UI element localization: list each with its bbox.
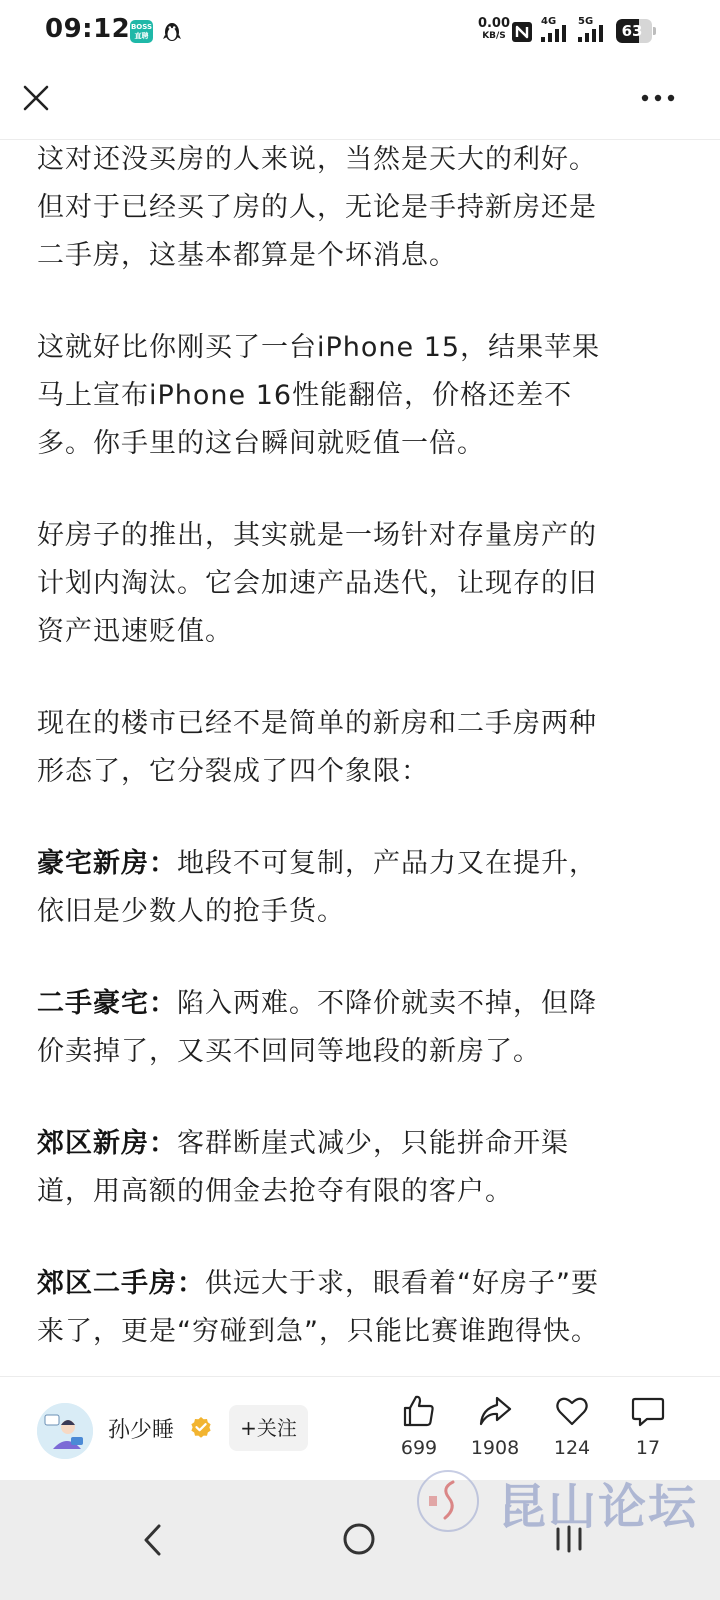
favorite-button[interactable]: [532, 1393, 612, 1459]
follow-button[interactable]: +关注: [229, 1405, 308, 1451]
paragraph-line: 陷入两难。不降价就卖不掉，但降: [177, 988, 597, 1019]
qq-icon: [162, 20, 182, 44]
nfc-icon: [511, 21, 533, 43]
thumbs-up-icon: [401, 1393, 437, 1429]
article-paragraph: [37, 700, 673, 796]
paragraph-heading: 郊区新房：: [37, 1128, 177, 1159]
back-icon[interactable]: [140, 1522, 164, 1558]
share-button[interactable]: [455, 1393, 535, 1459]
paragraph-line: 供远大于求，眼看着“好房子”要: [205, 1268, 599, 1299]
share-count: 1908: [470, 1437, 520, 1459]
avatar[interactable]: [37, 1403, 93, 1459]
home-circle-icon[interactable]: [341, 1521, 377, 1557]
battery-level: 63: [621, 22, 643, 40]
paragraph-line: 来了，更是“穷碰到急”，只能比赛谁跑得快。: [37, 1316, 599, 1347]
paragraph-line: 多。你手里的这台瞬间就贬值一倍。: [37, 428, 485, 459]
paragraph-heading: 郊区二手房：: [37, 1268, 205, 1299]
paragraph-line: 马上宣布iPhone 16性能翻倍，价格还差不: [37, 380, 573, 411]
comment-bubble-icon: [630, 1393, 666, 1429]
paragraph-line: 好房子的推出，其实就是一场针对存量房产的: [37, 520, 597, 551]
paragraph-line: 道，用高额的佣金去抢夺有限的客户。: [37, 1176, 513, 1207]
paragraph-line: 价卖掉了，又买不回同等地段的新房了。: [37, 1036, 541, 1067]
paragraph-heading: 二手豪宅：: [37, 988, 177, 1019]
paragraph-line: 二手房，这基本都算是个坏消息。: [37, 240, 457, 271]
avatar-illustration: [37, 1403, 93, 1459]
top-bar: [0, 64, 720, 140]
article-paragraph: [37, 324, 673, 468]
paragraph-line: 但对于已经买了房的人，无论是手持新房还是: [37, 192, 597, 223]
favorite-count: 124: [553, 1437, 591, 1459]
signal-4g-icon: [541, 16, 575, 44]
net-speed-unit: KB/S: [482, 31, 506, 41]
signal-5g-label: 5G: [578, 16, 594, 27]
paragraph-line: 这对还没买房的人来说，当然是天大的利好。: [37, 144, 597, 175]
battery-icon: [616, 19, 656, 43]
comment-button[interactable]: [608, 1393, 688, 1459]
paragraph-heading: 豪宅新房：: [37, 848, 177, 879]
paragraph-line: 资产迅速贬值。: [37, 616, 233, 647]
article-body: [37, 136, 673, 1370]
article-paragraph: [37, 512, 673, 656]
paragraph-line: 这就好比你刚买了一台iPhone 15，结果苹果: [37, 332, 601, 363]
net-speed-value: 0.00: [477, 16, 511, 31]
paragraph-line: 计划内淘汰。它会加速产品迭代，让现存的旧: [37, 568, 597, 599]
share-arrow-icon: [477, 1393, 513, 1429]
author-name[interactable]: 孙少睡: [108, 1418, 175, 1443]
like-button[interactable]: [379, 1393, 459, 1459]
paragraph-line: 依旧是少数人的抢手货。: [37, 896, 345, 927]
article-paragraph: [37, 136, 673, 280]
signal-5g-icon: [578, 16, 612, 44]
close-icon[interactable]: [20, 82, 52, 114]
article-paragraph: [37, 1120, 673, 1216]
heart-icon: [554, 1393, 590, 1429]
article-paragraph: [37, 980, 673, 1076]
status-time: 09:12: [45, 14, 131, 44]
like-count: 699: [400, 1437, 438, 1459]
signal-4g-label: 4G: [541, 16, 557, 27]
boss-zhipin-icon: BOSS 直聘: [130, 20, 153, 43]
paragraph-line: 客群断崖式减少，只能拼命开渠: [177, 1128, 569, 1159]
paragraph-line: 地段不可复制，产品力又在提升，: [177, 848, 597, 879]
article-paragraph: [37, 840, 673, 936]
verified-badge-icon: [190, 1416, 212, 1438]
article-paragraph: [37, 1260, 673, 1356]
more-icon[interactable]: [640, 88, 676, 108]
paragraph-line: 形态了，它分裂成了四个象限：: [37, 756, 429, 787]
forum-seal-icon: [415, 1468, 481, 1534]
watermark-text: 昆山论坛: [498, 1479, 699, 1535]
comment-count: 17: [635, 1437, 661, 1459]
paragraph-line: 现在的楼市已经不是简单的新房和二手房两种: [37, 708, 597, 739]
network-speed: [475, 17, 513, 42]
status-bar: [0, 0, 720, 64]
watermark: [415, 1462, 715, 1538]
